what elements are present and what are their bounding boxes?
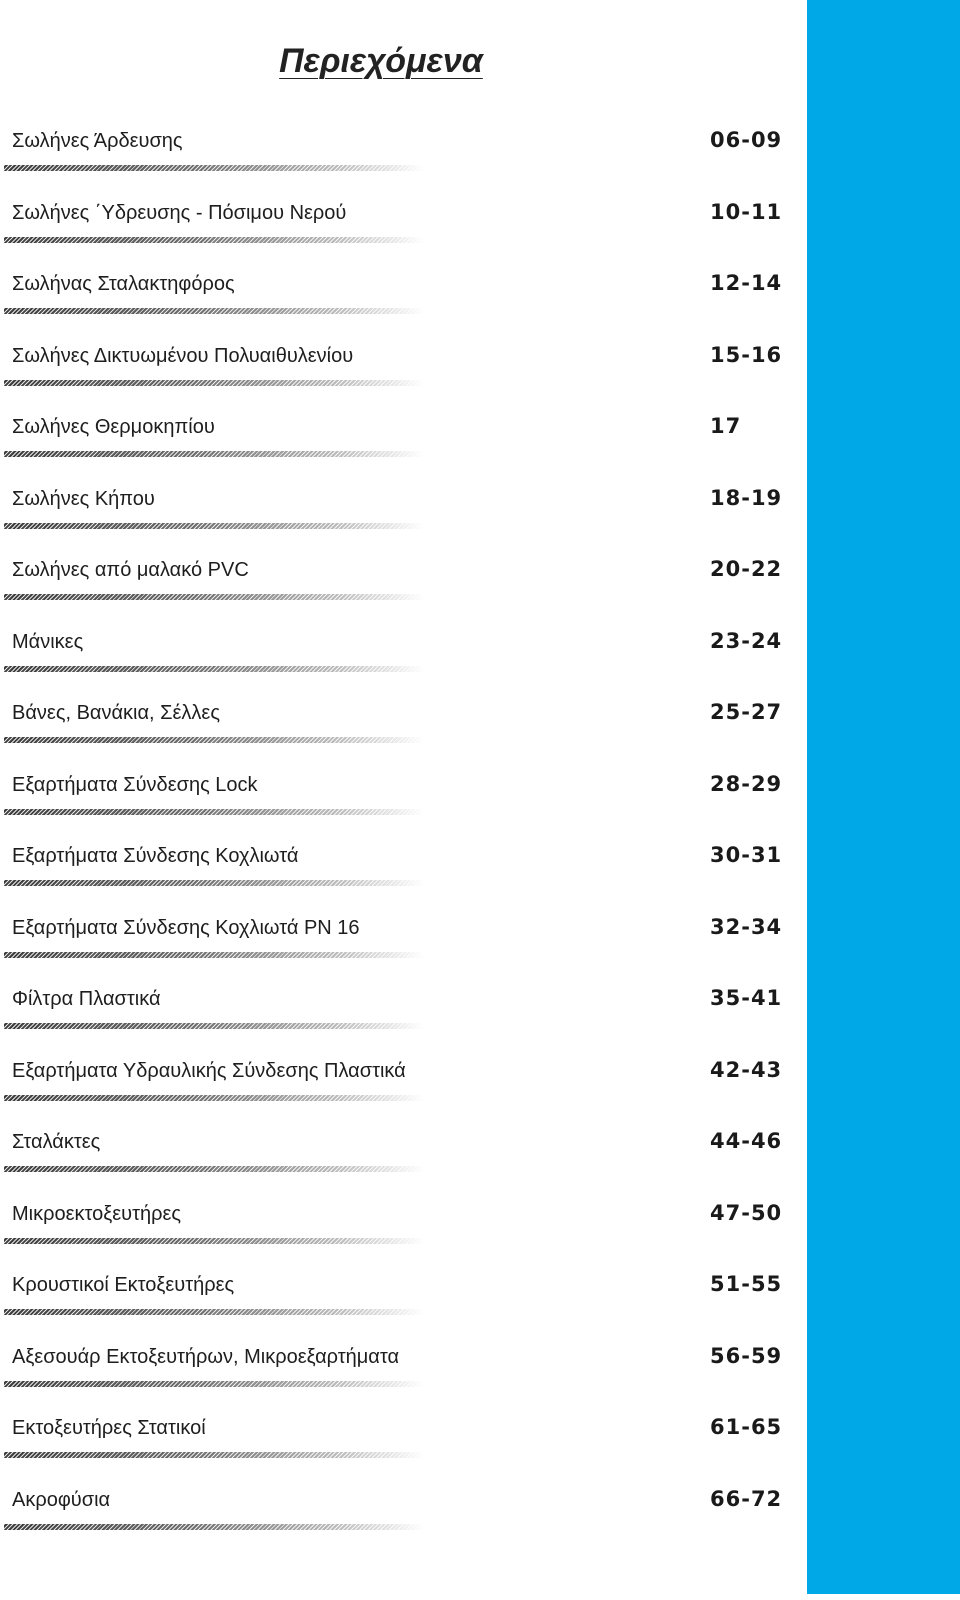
toc-entry-label: Σωλήνες Δικτυωμένου Πολυαιθυλενίου — [12, 344, 354, 367]
toc-entry[interactable] — [0, 341, 800, 413]
toc-entry-pages: 15-16 — [710, 342, 783, 367]
toc-divider — [4, 880, 424, 886]
page-title: Περιεχόμενα — [279, 42, 483, 80]
toc-entry-label: Εξαρτήματα Σύνδεσης Lock — [12, 773, 258, 796]
side-accent-bar — [807, 0, 960, 1594]
toc-entry-label: Σταλάκτες — [12, 1131, 101, 1153]
toc-entry[interactable] — [0, 984, 800, 1056]
toc-entry-pages: 66-72 — [710, 1486, 783, 1511]
toc-entry-label: Φίλτρα Πλαστικά — [12, 988, 161, 1010]
toc-entry-label: Ακροφύσια — [12, 1488, 111, 1511]
toc-entry[interactable] — [0, 913, 800, 985]
toc-entry-pages: 51-55 — [710, 1272, 783, 1296]
toc-entry-label: Μικροεκτοξευτήρες — [12, 1202, 182, 1225]
toc-entry-label: Εξαρτήματα Σύνδεσης Κοχλιωτά — [12, 845, 299, 867]
toc-entry-label: Μάνικες — [12, 630, 84, 653]
toc-divider — [4, 237, 424, 243]
toc-entry[interactable] — [0, 126, 800, 198]
toc-entry[interactable] — [0, 269, 800, 341]
toc-entry-pages: 23-24 — [710, 628, 783, 653]
toc-entry[interactable] — [0, 770, 800, 842]
toc-entry-pages: 06-09 — [710, 128, 783, 152]
toc-entry[interactable] — [0, 412, 800, 484]
toc-entry[interactable] — [0, 1485, 800, 1557]
toc-entry-label: Βάνες, Βανάκια, Σέλλες — [12, 702, 220, 724]
toc-entry-pages: 17 — [710, 414, 742, 438]
toc-divider — [4, 308, 424, 314]
toc-divider — [4, 1166, 424, 1172]
toc-entry[interactable] — [0, 555, 800, 627]
toc-entry-label: Αξεσουάρ Εκτοξευτήρων, Μικροεξαρτήματα — [12, 1345, 400, 1368]
toc-divider — [4, 165, 424, 171]
toc-entry[interactable] — [0, 698, 800, 770]
toc-entry[interactable] — [0, 1056, 800, 1128]
toc-entry-label: Σωλήνες Κήπου — [12, 487, 155, 510]
toc-entry[interactable] — [0, 841, 800, 913]
toc-entry-label: Σωλήνες από μαλακό PVC — [12, 559, 249, 581]
toc-divider — [4, 952, 424, 958]
toc-entry-pages: 32-34 — [710, 914, 783, 939]
toc-entry-pages: 28-29 — [710, 771, 783, 796]
toc-entry[interactable] — [0, 198, 800, 270]
toc-divider — [4, 666, 424, 672]
toc-entry[interactable] — [0, 627, 800, 699]
toc-entry-pages: 30-31 — [710, 843, 783, 867]
toc-divider — [4, 594, 424, 600]
toc-entry-label: Εξαρτήματα Υδραυλικής Σύνδεσης Πλαστικά — [12, 1059, 406, 1082]
toc-entry-label: Εκτοξευτήρες Στατικοί — [12, 1417, 206, 1439]
toc-entry-pages: 61-65 — [710, 1415, 783, 1439]
toc-divider — [4, 380, 424, 386]
toc-entry-label: Σωλήνας Σταλακτηφόρος — [12, 273, 235, 295]
toc-divider — [4, 1238, 424, 1244]
table-of-contents — [0, 126, 800, 1556]
toc-entry-label: Σωλήνες Άρδευσης — [12, 130, 183, 152]
toc-divider — [4, 1524, 424, 1530]
toc-divider — [4, 1381, 424, 1387]
toc-divider — [4, 451, 424, 457]
toc-entry-label: Κρουστικοί Εκτοξευτήρες — [12, 1274, 235, 1296]
toc-entry-pages: 44-46 — [710, 1129, 783, 1153]
toc-entry-pages: 56-59 — [710, 1343, 783, 1368]
toc-divider — [4, 1309, 424, 1315]
toc-entry[interactable] — [0, 484, 800, 556]
toc-entry[interactable] — [0, 1199, 800, 1271]
toc-entry-pages: 25-27 — [710, 700, 783, 724]
toc-entry-pages: 18-19 — [710, 485, 783, 510]
toc-entry-pages: 47-50 — [710, 1200, 783, 1225]
toc-entry[interactable] — [0, 1270, 800, 1342]
toc-divider — [4, 1095, 424, 1101]
toc-divider — [4, 809, 424, 815]
toc-entry[interactable] — [0, 1127, 800, 1199]
toc-entry-pages: 42-43 — [710, 1057, 783, 1082]
toc-entry-pages: 35-41 — [710, 986, 783, 1010]
toc-divider — [4, 737, 424, 743]
toc-divider — [4, 523, 424, 529]
toc-entry-label: Σωλήνες ΄Υδρευσης - Πόσιμου Νερού — [12, 201, 347, 224]
toc-entry-pages: 10-11 — [710, 199, 783, 224]
toc-entry-label: Εξαρτήματα Σύνδεσης Κοχλιωτά PN 16 — [12, 916, 360, 939]
toc-divider — [4, 1023, 424, 1029]
toc-entry[interactable] — [0, 1342, 800, 1414]
toc-divider — [4, 1452, 424, 1458]
toc-entry-pages: 12-14 — [710, 271, 783, 295]
toc-entry-label: Σωλήνες Θερμοκηπίου — [12, 416, 215, 438]
toc-entry[interactable] — [0, 1413, 800, 1485]
toc-entry-pages: 20-22 — [710, 557, 783, 581]
